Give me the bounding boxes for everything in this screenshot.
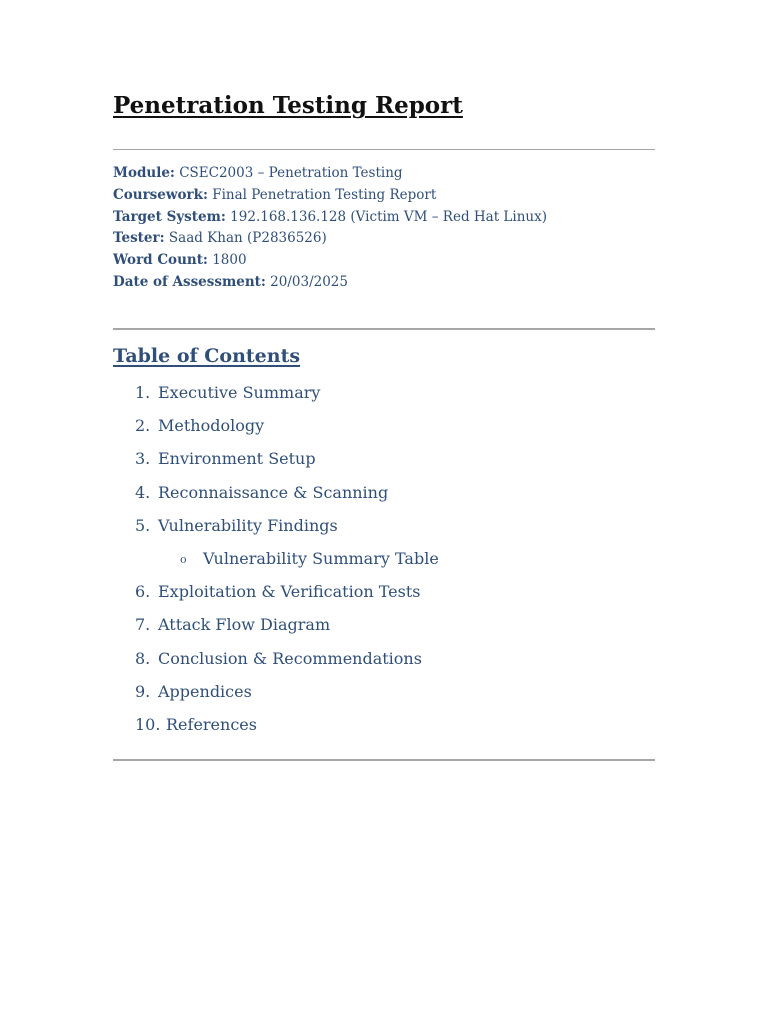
report-metadata xyxy=(113,163,547,294)
toc-item-label: Vulnerability Summary Table xyxy=(203,548,439,568)
meta-value: Saad Khan (P2836526) xyxy=(168,230,327,247)
meta-label: Tester: xyxy=(113,230,165,247)
meta-value: Final Penetration Testing Report xyxy=(212,186,437,203)
toc-item-exploitation[interactable] xyxy=(0,579,768,612)
meta-coursework xyxy=(113,185,547,207)
toc-item-number: 10. xyxy=(135,714,161,734)
toc-item-label: Executive Summary xyxy=(158,383,321,402)
toc-item-number: 9. xyxy=(135,681,151,701)
toc-item-number: 3. xyxy=(135,449,151,469)
divider-top xyxy=(113,149,655,150)
divider-bottom xyxy=(113,759,655,761)
meta-label: Date of Assessment: xyxy=(113,273,266,290)
toc-heading: Table of Contents xyxy=(113,345,301,367)
toc-item-number: 2. xyxy=(135,416,151,436)
meta-word-count xyxy=(113,250,547,272)
meta-value: 20/03/2025 xyxy=(270,273,348,290)
toc-item-conclusion[interactable] xyxy=(0,646,768,679)
meta-label: Word Count: xyxy=(113,252,208,269)
meta-label: Coursework: xyxy=(113,186,208,203)
circle-bullet-icon: o xyxy=(180,552,187,566)
toc-item-label: Attack Flow Diagram xyxy=(158,615,331,635)
toc-item-label: Reconnaissance & Scanning xyxy=(158,482,389,502)
divider-middle xyxy=(113,328,655,330)
toc-item-label: References xyxy=(166,714,257,734)
toc-item-number: 8. xyxy=(135,648,151,668)
meta-label: Module: xyxy=(113,165,175,181)
table-of-contents xyxy=(0,380,768,745)
toc-item-executive-summary[interactable] xyxy=(0,380,768,413)
toc-item-attack-flow-diagram[interactable] xyxy=(0,612,768,645)
meta-date xyxy=(113,272,547,294)
toc-item-environment-setup[interactable] xyxy=(0,446,768,479)
toc-item-number: 4. xyxy=(135,482,151,502)
toc-item-label: Vulnerability Findings xyxy=(158,515,338,535)
toc-item-label: Methodology xyxy=(158,416,265,436)
meta-module xyxy=(113,163,547,185)
toc-item-methodology[interactable] xyxy=(0,413,768,446)
toc-item-reconnaissance[interactable] xyxy=(0,480,768,513)
toc-subitem-vulnerability-summary-table[interactable] xyxy=(0,546,768,579)
toc-item-number: 5. xyxy=(135,515,151,535)
document-title: Penetration Testing Report xyxy=(113,92,463,119)
toc-item-vulnerability-findings[interactable] xyxy=(0,513,768,546)
toc-item-label: Appendices xyxy=(158,681,252,701)
toc-item-references[interactable] xyxy=(0,712,768,745)
meta-value: 1800 xyxy=(212,252,247,269)
toc-item-label: Conclusion & Recommendations xyxy=(158,648,422,668)
meta-tester xyxy=(113,228,547,250)
meta-target-system xyxy=(113,207,547,229)
toc-item-label: Exploitation & Verification Tests xyxy=(158,582,421,602)
toc-item-number: 1. xyxy=(135,383,151,402)
toc-item-number: 6. xyxy=(135,582,151,602)
toc-item-appendices[interactable] xyxy=(0,679,768,712)
meta-label: Target System: xyxy=(113,208,226,225)
meta-value: CSEC2003 – Penetration Testing xyxy=(179,165,403,181)
toc-item-number: 7. xyxy=(135,615,151,635)
meta-value: 192.168.136.128 (Victim VM – Red Hat Linux) xyxy=(230,208,547,225)
toc-item-label: Environment Setup xyxy=(158,449,316,469)
